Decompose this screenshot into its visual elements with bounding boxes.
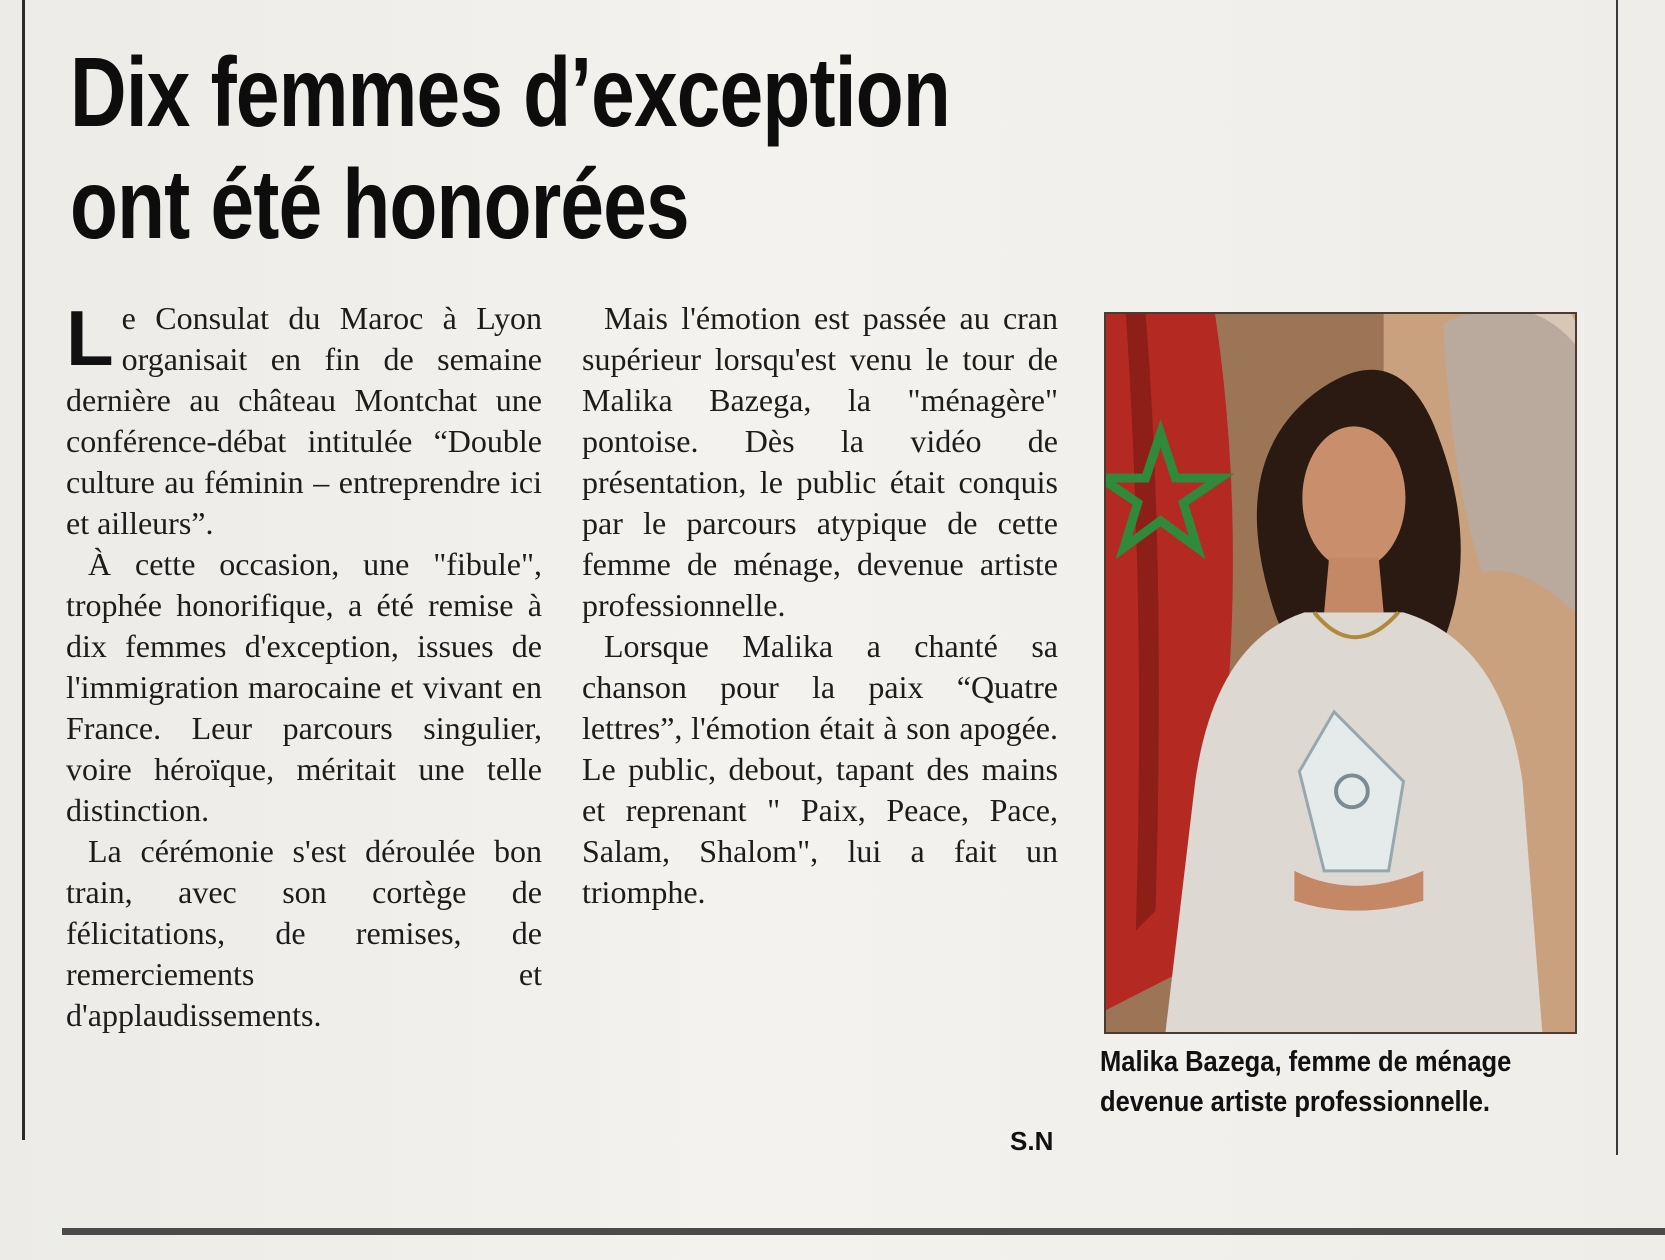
- article-paragraph-1: [66, 294, 542, 544]
- article-paragraph-2: À cette occasion, une "fibule", trophée honorifique, a été remise à dix femmes d'exception, issues de l'immigration marocaine et vivant en France. Leur parcours singulier, voire héroïque, méritait une telle distinction.: [66, 546, 542, 828]
- drop-cap: L: [66, 294, 114, 382]
- column-rule-left: [22, 0, 25, 1140]
- column-rule-right: [1616, 0, 1618, 1155]
- headline-line-2: ont été honorées: [70, 149, 689, 259]
- author-signature: S.N: [1010, 1126, 1054, 1156]
- photo-illustration: [1106, 314, 1575, 1032]
- paragraph-1-text: e Consulat du Maroc à Lyon organisait en fin de semaine dernière au château Montchat une conférence-débat intitulée “Double culture au féminin – entreprendre ici et ailleurs”.: [66, 300, 542, 541]
- article-paragraph-3: La cérémonie s'est déroulée bon train, avec son cortège de félicitations, de remises, de remerciements et d'applaudissements.: [66, 833, 542, 1033]
- photo-caption: Malika Bazega, femme de ménage devenue artiste professionnelle.: [1100, 1046, 1512, 1118]
- article-column-1: [66, 294, 542, 1036]
- article-paragraph-5: Lorsque Malika a chanté sa chanson pour la paix “Quatre lettres”, l'émotion était à son apogée. Le public, debout, tapant des mains et reprenant " Paix, Peace, Pace, Salam, Shalom", lui a fait un triomphe.: [582, 628, 1058, 910]
- woman-face-shape: [1302, 426, 1405, 569]
- article-headline: [70, 36, 950, 260]
- headline-line-1: Dix femmes d’exception: [70, 37, 950, 147]
- article-bottom-rule: [62, 1228, 1665, 1235]
- article-column-2: [582, 298, 1058, 913]
- article-photo: [1104, 312, 1577, 1034]
- article-paragraph-4: Mais l'émotion est passée au cran supérieur lorsqu'est venu le tour de Malika Bazega, la "ménagère" pontoise. Dès la vidéo de présentation, le public était conquis par le parcours atypique de cette femme de ménage, devenue artiste professionnelle.: [582, 300, 1058, 623]
